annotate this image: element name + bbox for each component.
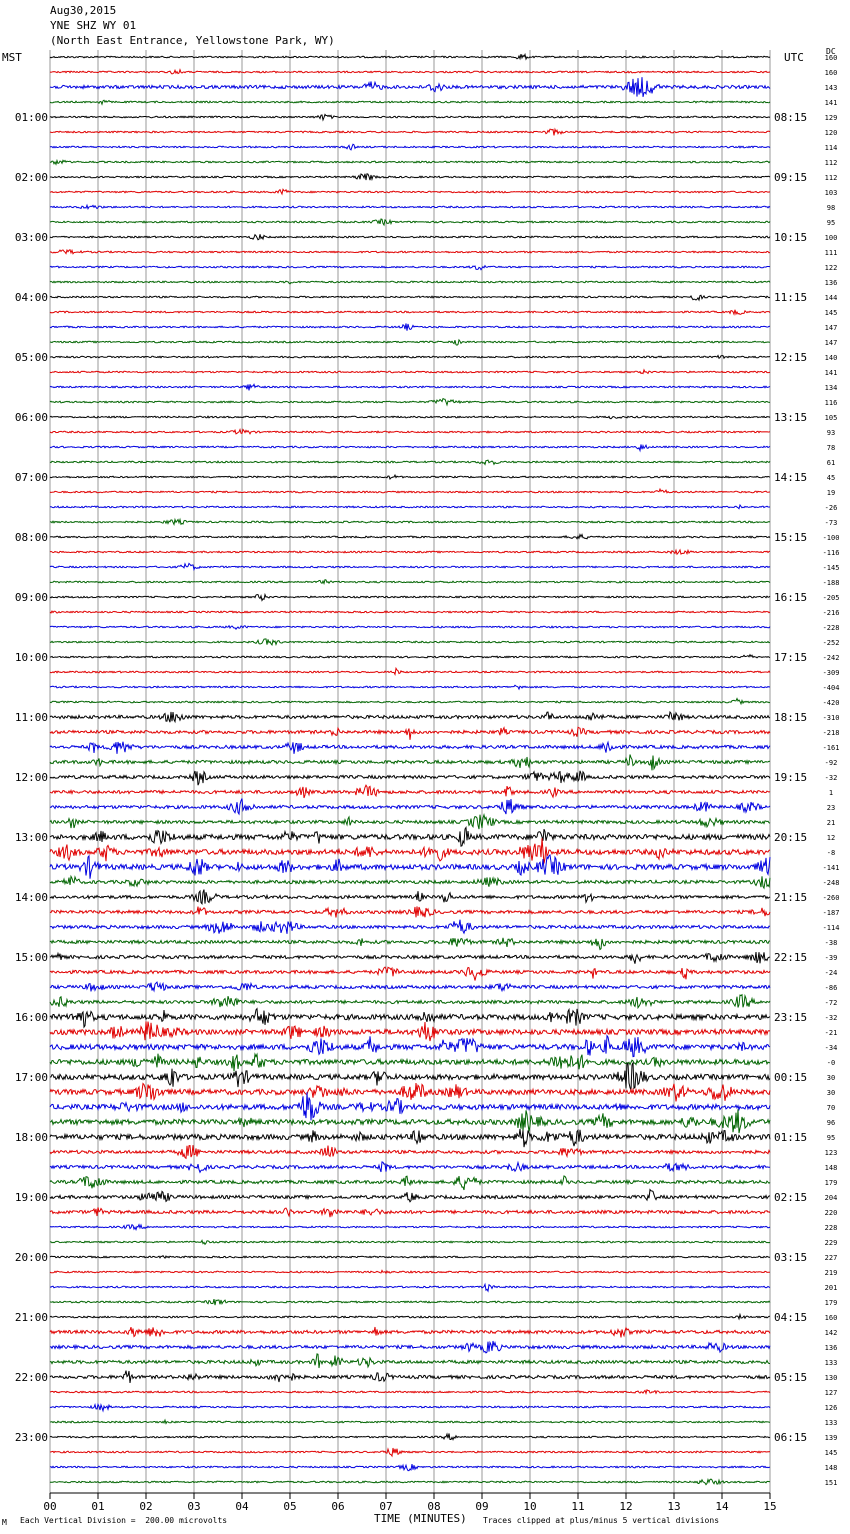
dc-offset-label: 229 [824,1239,838,1247]
dc-offset-label: -145 [822,564,840,572]
dc-offset-label: 179 [824,1299,838,1307]
trace-line [50,250,770,254]
x-tick-label: 14 [715,1500,729,1513]
trace-line [50,1404,770,1410]
trace-line [50,1021,770,1041]
dc-offset-label: 133 [824,1419,838,1427]
trace-line [50,626,770,630]
trace-line [50,1479,770,1485]
trace-line [50,995,770,1008]
dc-offset-label: 70 [826,1104,836,1112]
trace-line [50,475,770,479]
dc-offset-label: 126 [824,1404,838,1412]
right-hour-label: 21:15 [774,891,808,904]
trace-line [50,699,770,704]
dc-offset-label: 148 [824,1164,838,1172]
x-tick-label: 15 [763,1500,777,1513]
right-hour-label: 14:15 [774,471,808,484]
trace-line [50,755,770,771]
left-hour-label: 09:00 [14,591,48,604]
dc-offset-label: 112 [824,174,838,182]
dc-offset-label: -260 [822,894,840,902]
dc-offset-label: -100 [822,534,840,542]
trace-line [50,356,770,359]
trace-line [50,785,770,798]
dc-offset-label: -242 [822,654,840,662]
header-location: (North East Entrance, Yellowstone Park, WY) [50,34,335,47]
left-timezone-label: MST [2,51,22,64]
left-hour-label: 14:00 [14,891,48,904]
trace-line [50,489,770,493]
trace-line [50,266,770,270]
trace-line [50,100,770,104]
trace-line [50,1083,770,1101]
dc-offset-label: 179 [824,1179,838,1187]
right-hour-label: 02:15 [774,1191,808,1204]
dc-offset-label: 136 [824,279,838,287]
x-tick-label: 10 [523,1500,537,1513]
dc-offset-label: 12 [826,834,836,842]
dc-offset-label: 143 [824,84,838,92]
dc-offset-label: 147 [824,324,838,332]
dc-offset-label: 95 [826,1134,836,1142]
trace-line [50,205,770,208]
dc-offset-label: 145 [824,1449,838,1457]
x-tick-label: 09 [475,1500,489,1513]
dc-offset-label: 201 [824,1284,838,1292]
trace-line [50,655,770,658]
dc-offset-label: 220 [824,1209,838,1217]
trace-line [50,310,770,315]
right-hour-label: 22:15 [774,951,808,964]
dc-offset-label: 136 [824,1344,838,1352]
dc-offset-label: 160 [824,69,838,77]
left-hour-label: 20:00 [14,1251,48,1264]
trace-line [50,982,770,991]
dc-offset-label: -420 [822,699,840,707]
dc-offset-label: 98 [826,204,836,212]
trace-line [50,1390,770,1394]
trace-line [50,1270,770,1273]
right-hour-label: 03:15 [774,1251,808,1264]
dc-offset-label: -116 [822,549,840,557]
dc-offset-label: -38 [824,939,838,947]
trace-line [50,281,770,284]
dc-offset-label: 227 [824,1254,838,1262]
trace-line [50,580,770,584]
x-tick-label: 12 [619,1500,633,1513]
dc-offset-label: 142 [824,1329,838,1337]
trace-line [50,742,770,754]
right-hour-label: 15:15 [774,531,808,544]
trace-line [50,952,770,964]
trace-line [50,1354,770,1368]
trace-line [50,144,770,150]
left-hour-label: 17:00 [14,1071,48,1084]
footer-clip-note: Traces clipped at plus/minus 5 vertical divisions [483,1516,720,1525]
trace-line [50,1256,770,1259]
trace-line [50,920,770,934]
dc-offset-label: -228 [822,624,840,632]
dc-offset-label: 114 [824,144,838,152]
right-hour-label: 01:15 [774,1131,808,1144]
trace-line [50,535,770,539]
dc-offset-label: -252 [822,639,840,647]
right-timezone-label: UTC [784,51,804,64]
dc-offset-label: 116 [824,399,838,407]
trace-line [50,324,770,331]
trace-line [50,639,770,645]
trace-line [50,1448,770,1456]
dc-offset-label: -205 [822,594,840,602]
footer-scale-note: Each Vertical Division = 200.00 microvolts [20,1516,228,1525]
dc-offset-label: -26 [824,504,838,512]
trace-line [50,1341,770,1353]
left-hour-label: 05:00 [14,351,48,364]
dc-offset-label: -92 [824,759,838,767]
dc-offset-label: 1 [828,789,834,797]
trace-line [50,505,770,509]
left-hour-label: 13:00 [14,831,48,844]
x-axis-label: TIME (MINUTES) [374,1512,467,1525]
x-tick-label: 07 [379,1500,393,1513]
dc-offset-label: -141 [822,864,840,872]
dc-offset-label: 61 [826,459,836,467]
left-hour-label: 02:00 [14,171,48,184]
right-hour-label: 12:15 [774,351,808,364]
trace-line [50,160,770,164]
trace-line [50,1434,770,1440]
dc-offset-label: 139 [824,1434,838,1442]
dc-offset-label: 100 [824,234,838,242]
dc-offset-label: 133 [824,1359,838,1367]
dc-offset-label: 30 [826,1089,836,1097]
dc-offset-label: -188 [822,579,840,587]
trace-line [50,906,770,917]
trace-line [50,1464,770,1471]
dc-offset-label: 147 [824,339,838,347]
trace-line [50,828,770,847]
dc-offset-label: 93 [826,429,836,437]
dc-offset-label: 105 [824,414,838,422]
dc-offset-label: 134 [824,384,838,392]
right-hour-label: 09:15 [774,171,808,184]
right-hour-label: 16:15 [774,591,808,604]
left-hour-label: 03:00 [14,231,48,244]
trace-line [50,1225,770,1230]
dc-offset-label: 103 [824,189,838,197]
dc-offset-label: 144 [824,294,838,302]
dc-offset-label: -73 [824,519,838,527]
dc-offset-label: 160 [824,1314,838,1322]
dc-offset-label: -8 [826,849,836,857]
trace-line [50,77,770,97]
dc-offset-label: 95 [826,219,836,227]
right-hour-label: 10:15 [774,231,808,244]
trace-line [50,815,770,829]
dc-offset-label: -187 [822,909,840,917]
trace-line [50,70,770,74]
right-hour-label: 17:15 [774,651,808,664]
trace-line [50,876,770,888]
trace-line [50,1176,770,1190]
trace-line [50,727,770,740]
dc-offset-label: 96 [826,1119,836,1127]
trace-line [50,295,770,300]
dc-offset-label: -32 [824,774,838,782]
trace-line [50,445,770,451]
trace-line [50,771,770,785]
footer-left-mark: M [2,1518,7,1527]
header-date: Aug30,2015 [50,4,117,17]
dc-offset-label: -86 [824,984,838,992]
trace-line [50,1299,770,1305]
left-hour-label: 18:00 [14,1131,48,1144]
trace-line [50,1145,770,1158]
trace-line [50,430,770,434]
left-hour-label: 16:00 [14,1011,48,1024]
dc-offset-label: 120 [824,129,838,137]
trace-line [50,1054,770,1072]
left-hour-label: 06:00 [14,411,48,424]
dc-offset-label: 123 [824,1149,838,1157]
dc-offset-label: 111 [824,249,838,257]
dc-offset-label: 130 [824,1374,838,1382]
dc-offset-label: -72 [824,999,838,1007]
trace-line [50,1109,770,1133]
trace-line [50,174,770,180]
trace-line [50,890,770,904]
dc-offset-label: 127 [824,1389,838,1397]
dc-offset-label: -21 [824,1029,838,1037]
trace-line [50,1190,770,1202]
dc-offset-label: 140 [824,354,838,362]
dc-offset-label: -248 [822,879,840,887]
dc-offset-label: 141 [824,369,838,377]
dc-offset-label: 160 [824,54,838,62]
x-tick-label: 13 [667,1500,681,1513]
right-hour-label: 18:15 [774,711,808,724]
trace-line [50,550,770,554]
dc-offset-label: 228 [824,1224,838,1232]
trace-line [50,460,770,464]
dc-offset-label: 21 [826,819,836,827]
dc-offset-label: -218 [822,729,840,737]
left-hour-label: 10:00 [14,651,48,664]
left-hour-label: 22:00 [14,1371,48,1384]
trace-line [50,416,770,419]
left-hour-label: 04:00 [14,291,48,304]
x-tick-label: 08 [427,1500,441,1513]
dc-offset-label: 122 [824,264,838,272]
dc-offset-label: 112 [824,159,838,167]
dc-offset-label: 148 [824,1464,838,1472]
dc-offset-label: -114 [822,924,840,932]
trace-line [50,1009,770,1028]
left-hour-label: 08:00 [14,531,48,544]
trace-line [50,1207,770,1217]
trace-line [50,1284,770,1291]
trace-line [50,1036,770,1057]
left-hour-label: 11:00 [14,711,48,724]
x-tick-label: 02 [139,1500,153,1513]
dc-offset-label: 78 [826,444,836,452]
x-tick-label: 03 [187,1500,201,1513]
trace-line [50,611,770,613]
trace-line [50,668,770,674]
dc-offset-label: -0 [826,1059,836,1067]
trace-line [50,114,770,120]
dc-offset-label: 219 [824,1269,838,1277]
dc-offset-label: 30 [826,1074,836,1082]
trace-line [50,1092,770,1120]
trace-line [50,1162,770,1172]
trace-line [50,685,770,689]
trace-line [50,967,770,980]
dc-offset-label: 19 [826,489,836,497]
trace-line [50,384,770,390]
trace-line [50,563,770,569]
trace-line [50,234,770,240]
right-hour-label: 06:15 [774,1431,808,1444]
trace-line [50,1063,770,1091]
trace-line [50,595,770,601]
trace-line [50,189,770,194]
dc-offset-label: -24 [824,969,838,977]
header-station: YNE SHZ WY 01 [50,19,137,32]
trace-line [50,1327,770,1337]
left-hour-label: 07:00 [14,471,48,484]
trace-line [50,370,770,374]
dc-offset-label: 204 [824,1194,838,1202]
trace-line [50,712,770,722]
trace-line [50,1371,770,1383]
x-tick-label: 11 [571,1500,585,1513]
left-hour-label: 15:00 [14,951,48,964]
trace-line [50,1129,770,1147]
trace-line [50,838,770,863]
dc-offset-label: -32 [824,1014,838,1022]
dc-offset-label: -34 [824,1044,838,1052]
dc-offset-label: 129 [824,114,838,122]
x-tick-label: 01 [91,1500,105,1513]
left-hour-label: 19:00 [14,1191,48,1204]
dc-offset-label: 151 [824,1479,838,1487]
right-hour-label: 05:15 [774,1371,808,1384]
dc-offset-label: -39 [824,954,838,962]
trace-line [50,129,770,135]
dc-offset-label: 23 [826,804,836,812]
trace-line [50,399,770,405]
right-hour-label: 20:15 [774,831,808,844]
dc-label: DC [826,47,836,56]
left-hour-label: 12:00 [14,771,48,784]
dc-offset-label: -309 [822,669,840,677]
trace-line [50,219,770,225]
trace-line [50,855,770,879]
x-tick-label: 06 [331,1500,345,1513]
dc-offset-label: -216 [822,609,840,617]
right-hour-label: 19:15 [774,771,808,784]
right-hour-label: 08:15 [774,111,808,124]
dc-offset-label: -310 [822,714,840,722]
left-hour-label: 23:00 [14,1431,48,1444]
right-hour-label: 04:15 [774,1311,808,1324]
trace-line [50,54,770,59]
dc-offset-label: -404 [822,684,840,692]
trace-line [50,1240,770,1244]
dc-offset-label: -161 [822,744,840,752]
trace-line [50,1315,770,1319]
left-hour-label: 21:00 [14,1311,48,1324]
right-hour-label: 11:15 [774,291,808,304]
right-hour-label: 13:15 [774,411,808,424]
right-hour-label: 23:15 [774,1011,808,1024]
dc-offset-label: 141 [824,99,838,107]
dc-offset-label: 45 [826,474,836,482]
dc-offset-label: 145 [824,309,838,317]
x-tick-label: 00 [43,1500,57,1513]
trace-line [50,1420,770,1423]
left-hour-label: 01:00 [14,111,48,124]
right-hour-label: 00:15 [774,1071,808,1084]
trace-line [50,799,770,815]
trace-line [50,340,770,345]
trace-line [50,520,770,525]
x-tick-label: 05 [283,1500,297,1513]
trace-line [50,938,770,950]
x-tick-label: 04 [235,1500,249,1513]
